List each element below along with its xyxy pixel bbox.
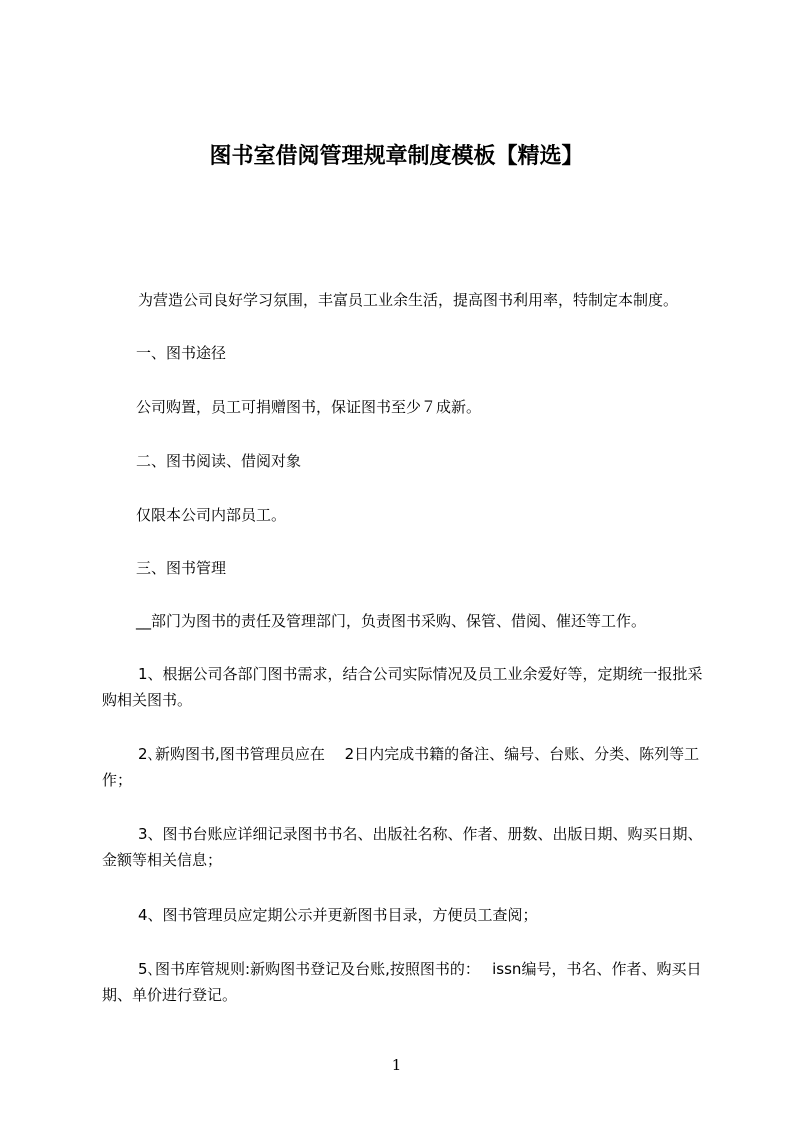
document-title: 图书室借阅管理规章制度模板【精选】 — [209, 144, 584, 169]
list-item-3: 3、图书台账应详细记录图书书名、出版社名称、作者、册数、出版日期、购买日期、金额等相关信息； — [102, 825, 703, 869]
page-number: 1 — [391, 1056, 402, 1074]
list-item-5: 5､图书库管规则:新购图书登记及台账,按照图书的： issn编号，书名、作者、购买日期、单价进行登记。 — [102, 960, 702, 1004]
paragraph-eligibility: 仅限本公司内部员工。 — [136, 506, 287, 524]
section-heading-3: 三、图书管理 — [136, 559, 227, 577]
paragraph-source: 公司购置，员工可捐赠图书，保证图书至少７成新。 — [136, 398, 482, 416]
intro-paragraph: 为营造公司良好学习氛围，丰富员工业余生活，提高图书利用率，特制定本制度。 — [138, 291, 679, 309]
list-item-1: 1、根据公司各部门图书需求，结合公司实际情况及员工业余爱好等，定期统一报批采购相关图书。 — [102, 665, 703, 709]
section-heading-2: 二、图书阅读、借阅对象 — [136, 452, 302, 470]
list-item-2: 2､新购图书,图书管理员应在 2日内完成书籍的备注、编号、台账、分类、陈列等工作； — [102, 745, 700, 789]
list-item-4: 4、图书管理员应定期公示并更新图书目录，方便员工查阅； — [138, 906, 538, 924]
paragraph-department: __部门为图书的责任及管理部门，负责图书采购、保管、借阅、催还等工作。 — [136, 612, 647, 630]
section-heading-1: 一、图书途径 — [136, 344, 227, 362]
